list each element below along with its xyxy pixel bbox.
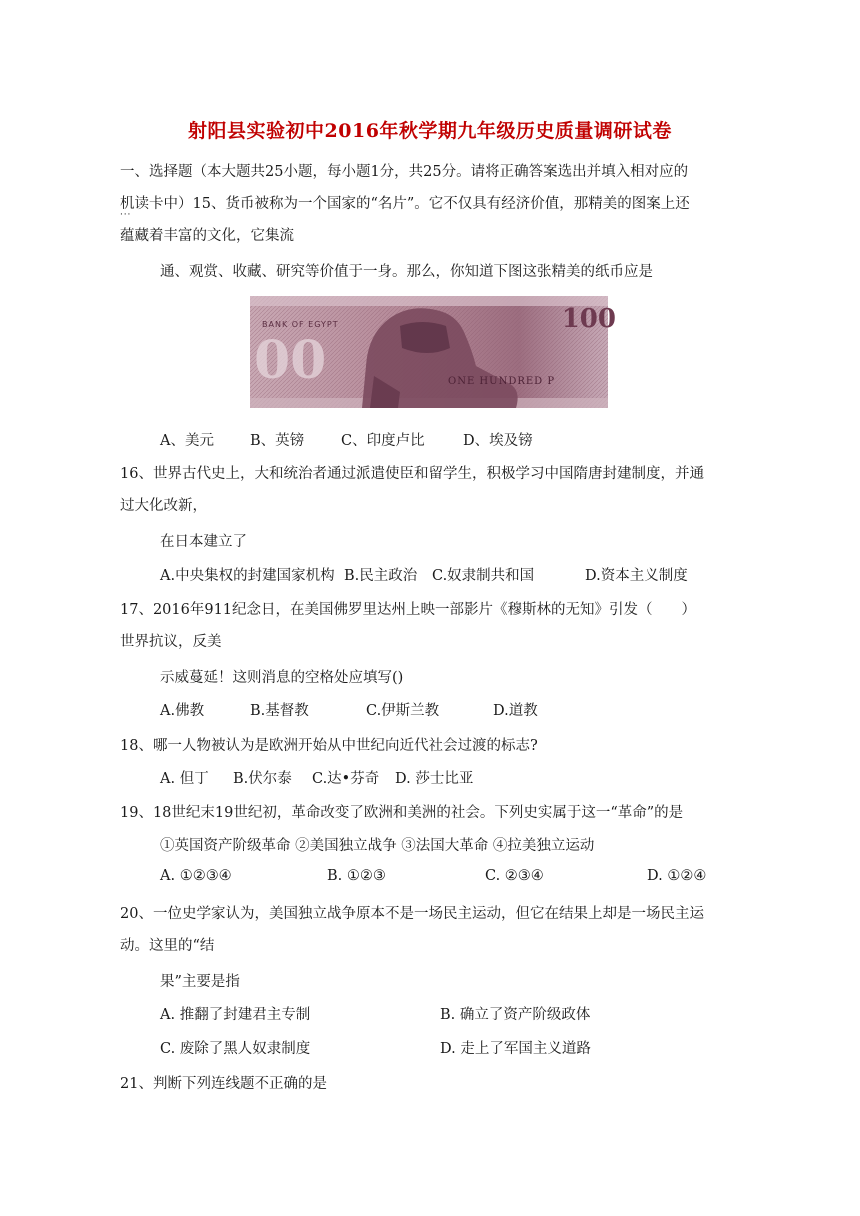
q19-option-a[interactable]: A. ①②③④	[160, 868, 232, 884]
q15-option-c[interactable]: C、印度卢比	[341, 433, 425, 449]
q15-option-b[interactable]: B、英镑	[250, 433, 305, 449]
q20-stem-line-3: 果”主要是指	[160, 974, 240, 990]
q18-option-c[interactable]: C.达•芬奇	[312, 771, 380, 787]
q19-option-c[interactable]: C. ②③④	[485, 868, 544, 884]
q16-option-d[interactable]: D.资本主义制度	[585, 568, 688, 584]
q17-option-d[interactable]: D.道教	[493, 703, 538, 719]
q18-option-b[interactable]: B.伏尔泰	[233, 771, 292, 787]
egypt-banknote-image	[250, 296, 616, 408]
page-title: 射阳县实验初中2016年秋学期九年级历史质量调研试卷	[188, 120, 672, 142]
q17-stem-line-3: 示威蔓延！这则消息的空格处应填写()	[160, 670, 404, 686]
q15-stem-line-3: 蕴藏着丰富的文化，它集流	[120, 228, 294, 244]
section-intro-line-1: 一、选择题（本大题共25小题，每小题1分，共25分。请将正确答案选出并填入相对应的	[120, 164, 689, 180]
q16-option-b[interactable]: B.民主政治	[344, 568, 418, 584]
q19-option-b[interactable]: B. ①②③	[327, 868, 386, 884]
q20-stem-line-2: 动。这里的“结	[120, 938, 215, 954]
q16-option-a[interactable]: A.中央集权的封建国家机构	[160, 568, 335, 584]
q20-option-c[interactable]: C. 废除了黑人奴隶制度	[160, 1041, 311, 1057]
q17-option-a[interactable]: A.佛教	[160, 703, 205, 719]
q15-option-a[interactable]: A、美元	[160, 433, 214, 449]
q17-option-c[interactable]: C.伊斯兰教	[366, 703, 440, 719]
q17-option-b[interactable]: B.基督教	[250, 703, 309, 719]
q20-option-d[interactable]: D. 走上了军国主义道路	[440, 1041, 591, 1057]
q15-stem-start: ）15、货币被称为一个国家的“名片”。它不仅具有经济价值，那精美的图案上还	[178, 196, 690, 212]
q16-stem-line-1: 16、世界古代史上，大和统治者通过派遣使臣和留学生，积极学习中国隋唐封建制度，并通	[120, 466, 704, 482]
emphasis-text: 机读卡中 · · ·	[120, 196, 178, 212]
q18-stem-line-1: 18、哪一人物被认为是欧洲开始从中世纪向近代社会过渡的标志?	[120, 738, 538, 754]
q15-stem-line-4: 通、观赏、收藏、研究等价值于一身。那么，你知道下图这张精美的纸币应是	[160, 264, 653, 280]
banknote-numeral: 100	[561, 304, 616, 334]
q20-option-a[interactable]: A. 推翻了封建君主专制	[160, 1007, 311, 1023]
q15-option-d[interactable]: D、埃及镑	[463, 433, 533, 449]
q18-option-d[interactable]: D. 莎士比亚	[395, 771, 474, 787]
q16-stem-line-2: 过大化改新，	[120, 498, 207, 514]
q18-option-a[interactable]: A. 但丁	[160, 771, 209, 787]
q20-option-b[interactable]: B. 确立了资产阶级政体	[440, 1007, 591, 1023]
q16-option-c[interactable]: C.奴隶制共和国	[432, 568, 535, 584]
q21-stem-line-1: 21、判断下列连线题不正确的是	[120, 1076, 327, 1092]
q20-stem-line-1: 20、一位史学家认为，美国独立战争原本不是一场民主运动，但它在结果上却是一场民主运	[120, 906, 704, 922]
section-intro-line-2	[120, 192, 690, 213]
q19-stem-line-2: ①英国资产阶级革命 ②美国独立战争 ③法国大革命 ④拉美独立运动	[160, 838, 595, 854]
q16-stem-line-3: 在日本建立了	[160, 534, 247, 550]
banknote-top-text: BANK OF EGYPT	[262, 320, 339, 329]
q19-option-d[interactable]: D. ①②④	[647, 868, 707, 884]
banknote-bottom-text: ONE HUNDRED P	[448, 376, 556, 387]
q17-stem-line-1: 17、2016年911纪念日，在美国佛罗里达州上映一部影片《穆斯林的无知》引发（ ）	[120, 602, 697, 618]
q19-stem-line-1: 19、18世纪末19世纪初，革命改变了欧洲和美洲的社会。下列史实属于这一“革命”的是	[120, 805, 684, 821]
svg-text:00: 00	[254, 330, 327, 391]
q17-stem-line-2: 世界抗议，反美	[120, 634, 222, 650]
